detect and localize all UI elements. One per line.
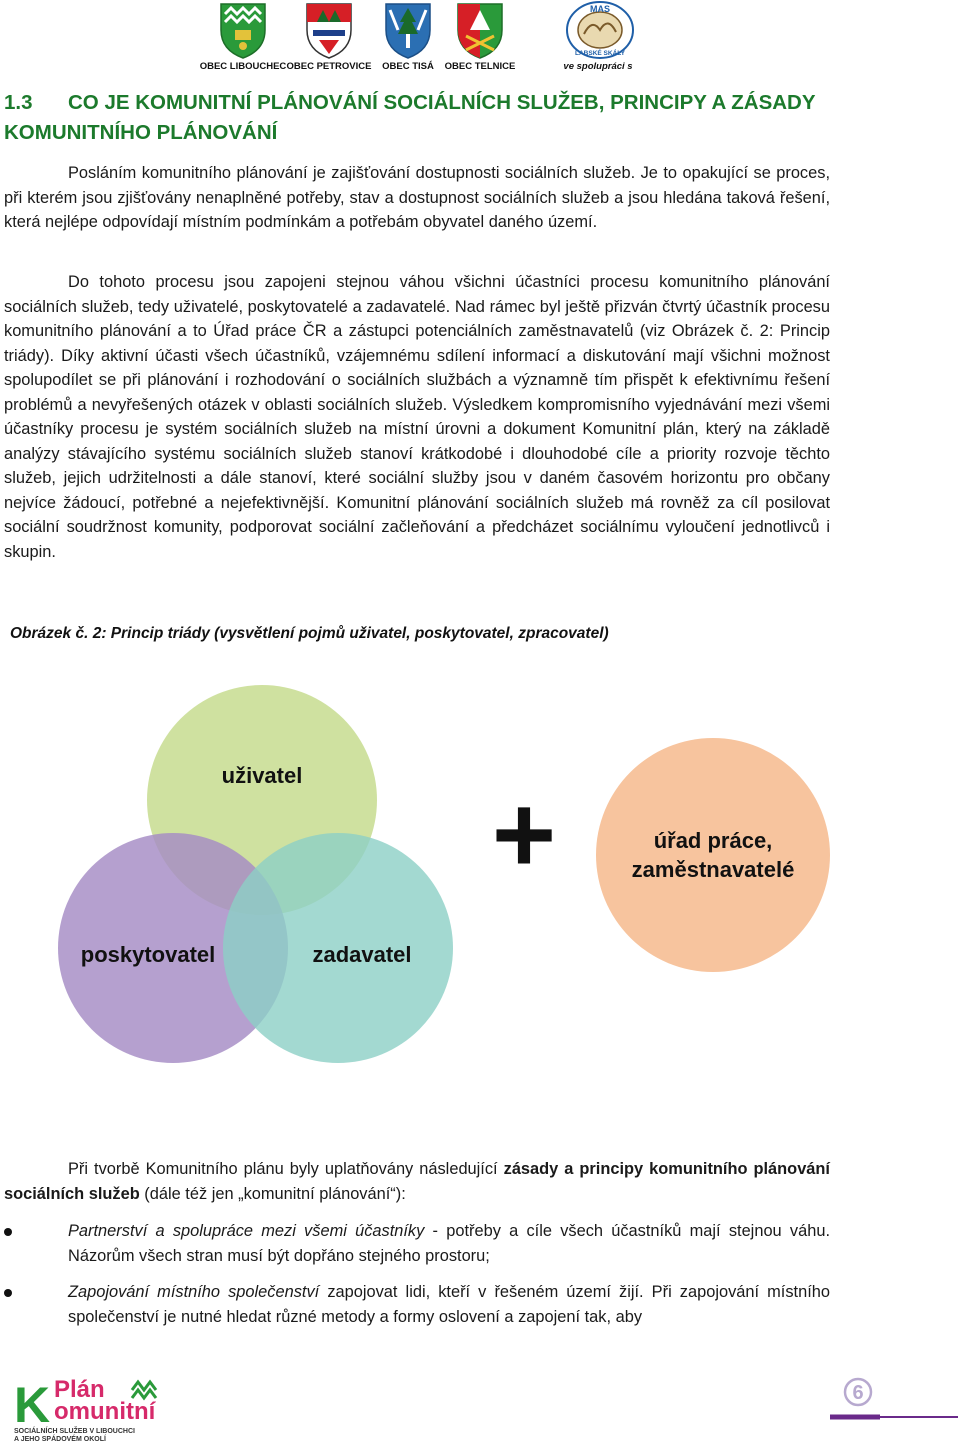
list-item: [68, 1280, 830, 1329]
bullet-icon: [4, 1289, 12, 1297]
telnice-crest-icon: [454, 0, 506, 60]
section-heading: [4, 88, 834, 148]
logo-letter-k: K: [14, 1377, 51, 1428]
list-item-text: - potřeby a cíle všech účastníků mají stejnou váhu. Názorům všech stran musí být dopřáno stejného prostoru;: [68, 1222, 830, 1265]
logo-word-plan: Plán: [54, 1376, 105, 1403]
tisa-crest-icon: [382, 0, 434, 60]
list-item-term: Partnerství a spolupráce mezi všemi účastníky: [68, 1222, 425, 1240]
page-number: [830, 1372, 960, 1424]
bullet-icon: [4, 1228, 12, 1236]
komunitni-plan-logo: [14, 1376, 164, 1448]
paragraph-3-text-a: Při tvorbě Komunitního plánu byly uplatňovány následující: [68, 1160, 504, 1178]
section-number: 1.3: [4, 91, 33, 114]
label-urad-prace: úřad práce,: [653, 828, 773, 853]
plus-sign: +: [491, 773, 557, 896]
logo-caption: OBEC TISÁ: [382, 61, 434, 72]
logo-subtitle-line-2: A JEHO SPÁDOVÉM OKOLÍ: [14, 1436, 106, 1443]
logo-caption: OBEC TELNICE: [444, 61, 516, 72]
list-item-term: Zapojování místního společenství: [68, 1283, 320, 1301]
paragraph-3-bold: zásady a principy komunitního plánování sociálních služeb: [4, 1160, 830, 1203]
libouchec-crest-icon: [217, 0, 269, 60]
list-item: [68, 1219, 830, 1268]
logo-libouchec: [199, 0, 287, 72]
label-poskytovatel: poskytovatel: [80, 942, 216, 967]
logo-caption: OBEC PETROVICE: [286, 61, 372, 72]
label-zamestnavatele: zaměstnavatelé: [631, 857, 795, 882]
logo-subtitle: [14, 1428, 164, 1444]
list-item-text: zapojovat lidi, kteří v řešeném území žijí. Při zapojování místního společenství je nutné hledat různé metody a formy oslovení a zapojení tak, aby: [68, 1283, 831, 1326]
logo-tisa: [368, 0, 448, 72]
paragraph-1: [4, 161, 830, 235]
label-uzivatel: uživatel: [221, 763, 303, 788]
logo-word-komunitni: omunitní: [54, 1398, 156, 1425]
circle-urad-prace: [596, 738, 830, 972]
logo-caption: OBEC LIBOUCHEC: [199, 61, 287, 72]
paragraph-3: [4, 1157, 830, 1206]
mas-logo-text-bottom: LABSKÉ SKÁLY: [575, 50, 625, 57]
label-zadavatel: zadavatel: [312, 942, 412, 967]
mas-logo-text-top: MAS: [590, 4, 610, 14]
triad-diagram: [0, 670, 960, 1080]
logo-subtitle-line-1: SOCIÁLNÍCH SLUŽEB V LIBOUCHCI: [14, 1428, 135, 1435]
paragraph-1-text: Posláním komunitního plánování je zajišťování dostupnosti sociálních služeb. Je to opakující se proces, při kterém jsou zjišťovány nenaplněné potřeby, stav a dostupnost sociálních služeb a jsou hledána taková řešení, která nejlépe odpovídají místním podmínkám a potřebám obyvatel daného území.: [4, 164, 830, 231]
logo-petrovice: [286, 0, 372, 72]
section-title: CO JE KOMUNITNÍ PLÁNOVÁNÍ SOCIÁLNÍCH SLUŽEB, PRINCIPY A ZÁSADY KOMUNITNÍHO PLÁNOVÁNÍ: [4, 91, 816, 144]
figure-caption: Obrázek č. 2: Princip triády (vysvětlení pojmů uživatel, poskytovatel, zpracovatel): [10, 625, 609, 642]
page-number-value: 6: [852, 1382, 864, 1404]
logo-caption: ve spolupráci s: [563, 61, 633, 72]
mas-labske-skaly-logo: [562, 0, 638, 60]
paragraph-3-text-b: (dále též jen „komunitní plánování“):: [139, 1184, 406, 1203]
paragraph-2: [4, 270, 830, 564]
petrovice-crest-icon: [303, 0, 355, 60]
header-logos: [190, 0, 650, 78]
paragraph-2-text: Do tohoto procesu jsou zapojeni stejnou váhou všichni účastníci procesu komunitního plánování sociálních služeb, tedy uživatelé, poskytovatelé a zadavatelé. Nad rámec byl ještě přizván čtvrtý účastník procesu komunitního plánování a to Úřad práce ČR a zástupci potenciálních zaměstnavatelů (viz Obrázek č. 2: Princip triády). Díky aktivní účasti všech účastníků, vzájemnému sdílení informací a diskutování mají všichni možnost spolupodílet se při plánování i rozhodování o sociálních službách a významně tím přispět k efektivnímu řešení problémů a nevyřešených otázek v oblasti sociálních služeb. Výsledkem kompromisního vyjednávání mezi všemi účastníky procesu je systém sociálních služeb na místní úrovni a dokument Komunitní plán, který na základě analýzy stávajícího systému sociálních služeb stanoví krátkodobé i dlouhodobé cíle a priority rozvoje těchto služeb, jejich udržitelnosti a dále stanoví, které sociální služby jsou v daném časovém horizontu pro občany nejvíce žádoucí, potřebné a nejefektivnější. Komunitní plánování sociálních služeb má rovněž za cíl posilovat sociální soudržnost komunity, podporovat sociální začleňování a předcházet sociálnímu vyloučení jednotlivců i skupin.: [4, 273, 830, 561]
logo-telnice: [440, 0, 520, 72]
logo-mas-labske-skaly: [560, 0, 640, 72]
